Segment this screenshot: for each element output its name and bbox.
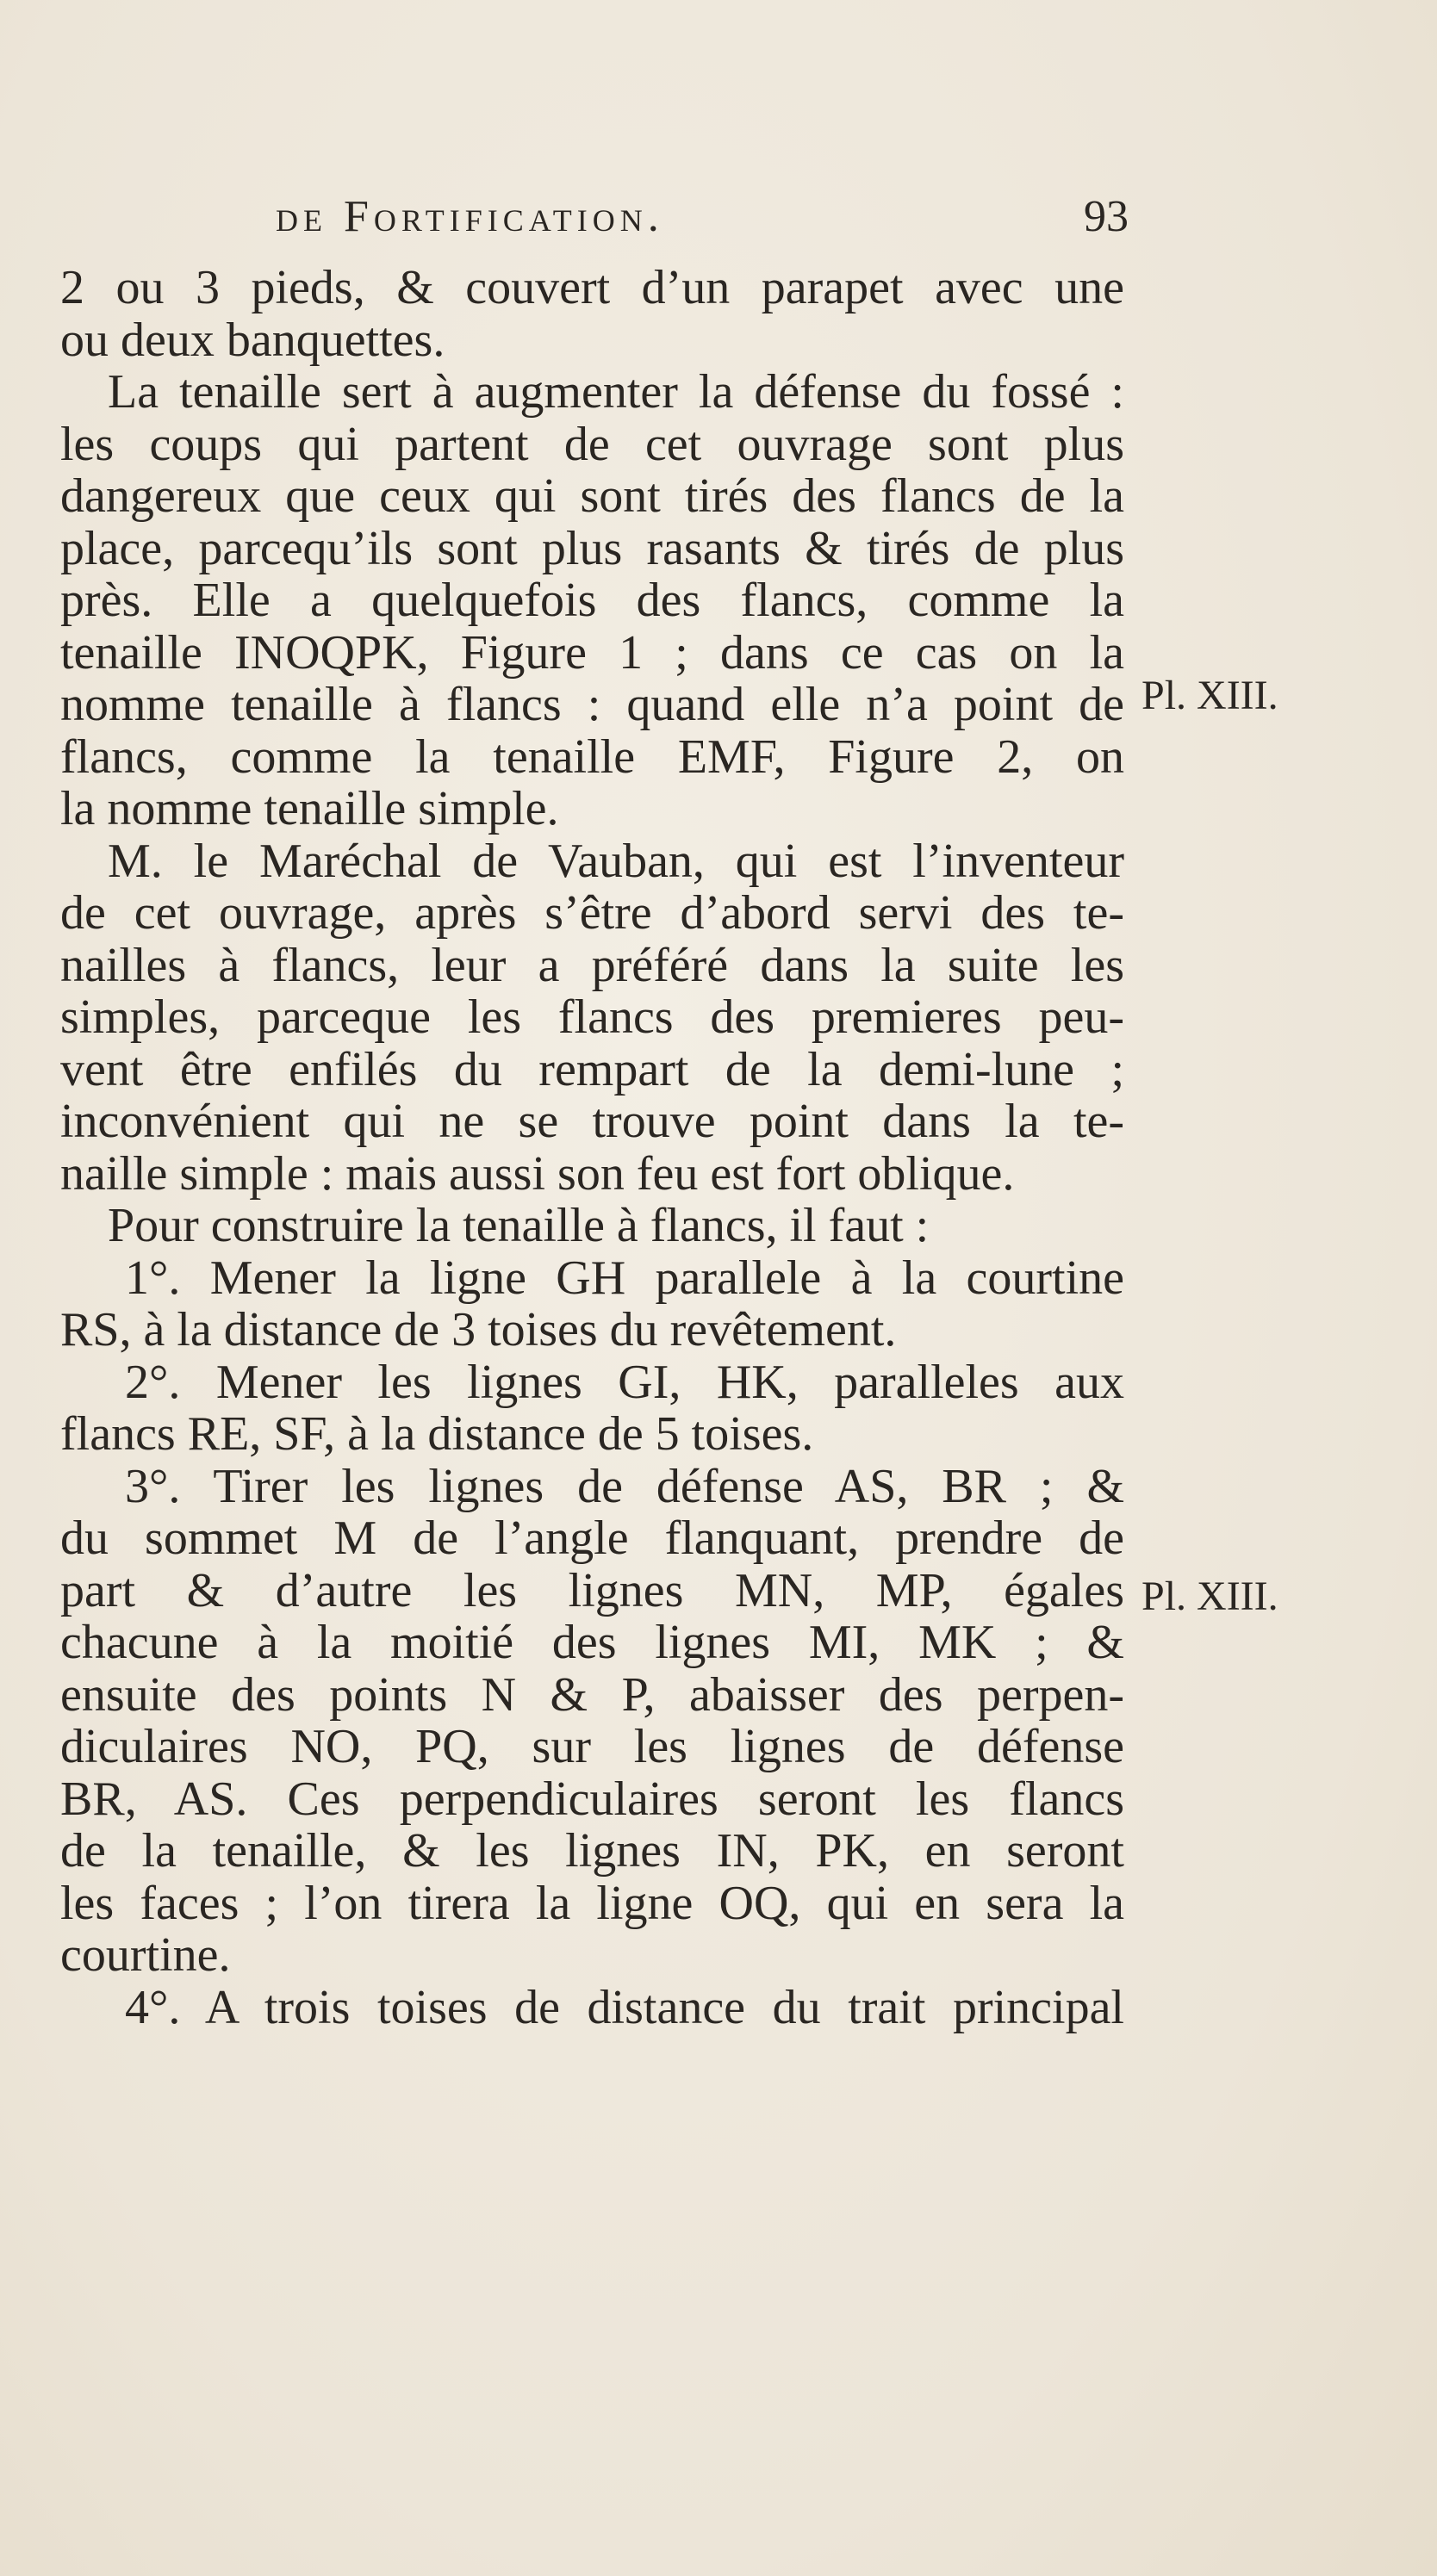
text-line: vent être enfilés du rempart de la demi-lune ; <box>60 1042 1124 1096</box>
text-line: chacune à la moitié des lignes MI, MK ; & <box>60 1616 1124 1669</box>
text-line: ou deux banquettes. <box>60 313 445 367</box>
text-line: inconvénient qui ne se trouve point dans la te- <box>60 1095 1124 1148</box>
text-line: 1°. Mener la ligne GH parallele à la courtine <box>125 1251 1124 1305</box>
text-line: 3°. Tirer les lignes de défense AS, BR ; & <box>125 1459 1124 1513</box>
margin-note-plate: Pl. XIII. <box>1142 1574 1278 1619</box>
text-line: 2 ou 3 pieds, & couvert d’un parapet avec une <box>60 261 1124 314</box>
text-line: dangereux que ceux qui sont tirés des flancs de la <box>60 469 1124 523</box>
text-line: nailles à flancs, leur a préféré dans la suite les <box>60 938 1124 992</box>
running-title: de Fortification. <box>276 192 664 241</box>
text-line: du sommet M de l’angle flanquant, prendre de <box>60 1511 1124 1565</box>
text-line: les faces ; l’on tirera la ligne OQ, qui en sera la <box>60 1876 1124 1930</box>
text-line: naille simple : mais aussi son feu est fort oblique. <box>60 1146 1015 1201</box>
text-line: les coups qui partent de cet ouvrage sont plus <box>60 417 1124 471</box>
text-line: place, parcequ’ils sont plus rasants & tirés de plus <box>60 521 1124 575</box>
text-line: BR, AS. Ces perpendiculaires seront les flancs <box>60 1772 1124 1826</box>
text-line: courtine. <box>60 1928 231 1982</box>
text-line: RS, à la distance de 3 toises du revêtement. <box>60 1303 897 1356</box>
text-line: tenaille INOQPK, Figure 1 ; dans ce cas on la <box>60 625 1124 680</box>
text-line: de la tenaille, & les lignes IN, PK, en seront <box>60 1824 1124 1878</box>
text-line: simples, parceque les flancs des premieres peu- <box>60 990 1124 1044</box>
text-line: la nomme tenaille simple. <box>60 782 559 835</box>
text-line: La tenaille sert à augmenter la défense du fossé : <box>108 365 1124 419</box>
text-line: flancs, comme la tenaille EMF, Figure 2, on <box>60 729 1124 784</box>
text-line: M. le Maréchal de Vauban, qui est l’inventeur <box>108 834 1124 888</box>
text-line: flancs RE, SF, à la distance de 5 toises. <box>60 1407 814 1461</box>
text-line: part & d’autre les lignes MN, MP, égales <box>60 1563 1124 1617</box>
text-line: ensuite des points N & P, abaisser des perpen- <box>60 1667 1124 1722</box>
body-text <box>60 262 1124 2033</box>
text-line: de cet ouvrage, après s’être d’abord servi des te- <box>60 886 1124 940</box>
running-header <box>276 191 1129 242</box>
text-line: près. Elle a quelquefois des flancs, comme la <box>60 574 1124 627</box>
text-line: diculaires NO, PQ, sur les lignes de défense <box>60 1720 1124 1773</box>
text-line: Pour construire la tenaille à flancs, il faut : <box>108 1199 930 1252</box>
text-line: nomme tenaille à flancs : quand elle n’a point de <box>60 678 1124 731</box>
text-line: 2°. Mener les lignes GI, HK, paralleles aux <box>125 1355 1124 1409</box>
page-number: 93 <box>1084 192 1129 241</box>
margin-note-plate: Pl. XIII. <box>1142 673 1278 718</box>
text-line: 4°. A trois toises de distance du trait principal <box>125 1980 1124 2034</box>
